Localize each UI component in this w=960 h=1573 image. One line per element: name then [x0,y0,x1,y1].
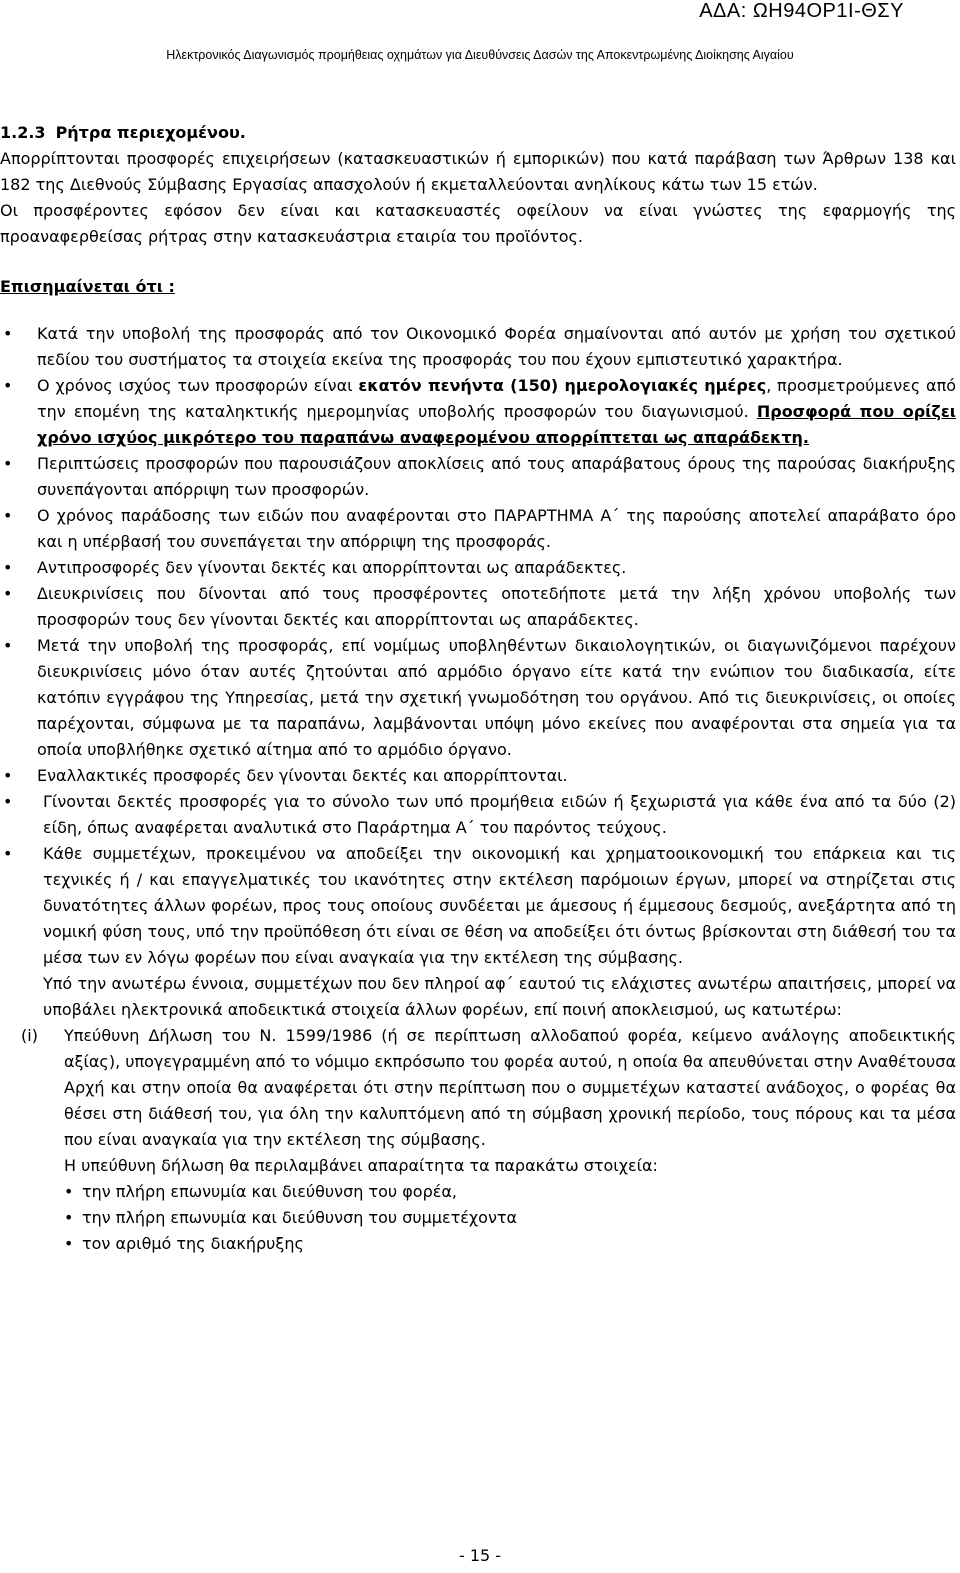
bullet-icon: • [3,506,13,525]
numbered-label: (i) [21,1026,38,1045]
section-title: Ρήτρα περιεχομένου. [55,123,246,142]
list-item: • Εναλλακτικές προσφορές δεν γίνονται δεκτές και απορρίπτονται. [0,763,956,789]
note-heading: Επισημαίνεται ότι : [0,277,175,296]
bullet-icon: • [64,1182,74,1201]
bullet-icon: • [3,844,13,863]
list-item: • Διευκρινίσεις που δίνονται από τους προσφέροντες οποτεδήποτε μετά την λήξη χρόνου υποβολής των προσφορών τους δεν γίνονται δεκτές και απορρίπτονται ως απαράδεκτες. [0,581,956,633]
list-item: • Μετά την υποβολή της προσφοράς, επί νομίμως υποβληθέντων δικαιολογητικών, οι διαγωνιζόμενοι παρέχουν διευκρινίσεις μόνο όταν αυτές ζητούνται από αρμόδιο όργανο είτε κατά την ενώπιον του διαδικασία, είτε κατόπιν εγγράφου της Υπηρεσίας, μετά την σχετική γνωμοδότηση του οργάνου. Από τις διευκρινίσεις, οι οποίες παρέχονται, σύμφωνα με τα παραπάνω, λαμβάνονται υπόψη μόνο εκείνες που αναφέρονται στα σημεία για τα οποία υποβλήθηκε σχετικό αίτημα από το αρμόδιο όργανο. [0,633,956,763]
bullet-icon: • [64,1234,74,1253]
bullet-icon: • [3,558,13,577]
section-heading [0,120,956,146]
list-item: • Περιπτώσεις προσφορών που παρουσιάζουν αποκλίσεις από τους απαράβατους όρους της παρούσας διακήρυξης συνεπάγονται απόρριψη των προσφορών. [0,451,956,503]
list-item: • Ο χρόνος ισχύος των προσφορών είναι εκατόν πενήντα (150) ημερολογιακές ημέρες, προσμετρούμενες από την επομένη της καταληκτικής ημερομηνίας υποβολής προσφορών του διαγωνισμού. Προσφορά που ορίζει χρόνο ισχύος μικρότερο του παραπάνω αναφερομένου απορρίπτεται ως απαράδεκτη. [0,373,956,451]
list-item: • Κάθε συμμετέχων, προκειμένου να αποδείξει την οικονομική και χρηματοοικονομική του επάρκεια και τις τεχνικές ή / και επαγγελματικές του ικανότητες στην εκτέλεση παρόμοιων έργων, μπορεί να στηρίζεται στις δυνατότητες άλλων φορέων, προς τους οποίους συνδέεται με άμεσους ή έμμεσους δεσμούς, ανεξάρτητα από τη νομική φύση τους, υπό την προϋπόθεση ότι είναι σε θέση να αποδείξει ότι όντως βρίσκονται στη διάθεσή του τα μέσα των εν λόγω φορέων που είναι αναγκαία για την εκτέλεση της σύμβασης. Υπό την ανωτέρω έννοια, συμμετέχων που δεν πληροί αφ΄ εαυτού τις ελάχιστες ανωτέρω απαιτήσεις, μπορεί να υποβάλει ηλεκτρονικά αποδεικτικά στοιχεία άλλων φορέων, επί ποινή αποκλεισμού, ως κατωτέρω: (i) Υπεύθυνη Δήλωση του Ν. 1599/1986 (ή σε περίπτωση αλλοδαπού φορέα, κείμενο ανάλογης αποδεικτικής αξίας), υπογεγραμμένη από το νόμιμο εκπρόσωπο του φορέα αυτού, η οποία θα απευθύνεται στην Αναθέτουσα Αρχή και στην οποία θα αναφέρεται ότι στην περίπτωση που ο συμμετέχων καταστεί ανάδοχος, ο φορέας θα θέσει στη διάθεσή του, για όλη την καλυπτόμενη από τη σύμβαση χρονική περίοδο, τους πόρους και τα μέσα που είναι αναγκαία για την εκτέλεση της σύμβασης. Η υπεύθυνη δήλωση θα περιλαμβάνει απαραίτητα τα παρακάτω στοιχεία: • την πλήρη επωνυμία και διεύθυνση του φορέα, • την πλήρη επωνυμία και διεύθυνση του συμμετέχοντα • τον αριθμό της διακήρυξης [0,841,956,1257]
bullet-icon: • [3,766,13,785]
paragraph: Οι προσφέροντες εφόσον δεν είναι και κατασκευαστές οφείλουν να είναι γνώστες της εφαρμογής της προαναφερθείσας ρήτρας στην κατασκευάστρια εταιρία του προϊόντος. [0,201,956,246]
paragraph: Η υπεύθυνη δήλωση θα περιλαμβάνει απαραίτητα τα παρακάτω στοιχεία: [64,1156,658,1175]
document-header: Ηλεκτρονικός Διαγωνισμός προμήθειας οχημάτων για Διευθύνσεις Δασών της Αποκεντρωμένης Διοίκησης Αιγαίου [166,48,794,62]
bullet-icon: • [3,454,13,473]
list-item: • Αντιπροσφορές δεν γίνονται δεκτές και απορρίπτονται ως απαράδεκτες. [0,555,956,581]
rejection-notice: Προσφορά που ορίζει χρόνο ισχύος μικρότερο του παραπάνω αναφερομένου απορρίπτεται ως απαράδεκτη. [37,402,956,447]
document-body [0,120,956,1257]
bullet-icon: • [3,792,13,811]
bullet-icon: • [3,376,13,395]
bullet-icon: • [3,584,13,603]
list-item: • Γίνονται δεκτές προσφορές για το σύνολο των υπό προμήθεια ειδών ή ξεχωριστά για κάθε ένα από τα δύο (2) είδη, όπως αναφέρεται αναλυτικά στο Παράρτημα Α΄ του παρόντος τεύχους. [0,789,956,841]
numbered-item: (i) Υπεύθυνη Δήλωση του Ν. 1599/1986 (ή σε περίπτωση αλλοδαπού φορέα, κείμενο ανάλογης αποδεικτικής αξίας), υπογεγραμμένη από το νόμιμο εκπρόσωπο του φορέα αυτού, η οποία θα απευθύνεται στην Αναθέτουσα Αρχή και στην οποία θα αναφέρεται ότι στην περίπτωση που ο συμμετέχων καταστεί ανάδοχος, ο φορέας θα θέσει στη διάθεσή του, για όλη την καλυπτόμενη από τη σύμβαση χρονική περίοδο, τους πόρους και τα μέσα που είναι αναγκαία για την εκτέλεση της σύμβασης. Η υπεύθυνη δήλωση θα περιλαμβάνει απαραίτητα τα παρακάτω στοιχεία: • την πλήρη επωνυμία και διεύθυνση του φορέα, • την πλήρη επωνυμία και διεύθυνση του συμμετέχοντα • τον αριθμό της διακήρυξης [0,1023,956,1257]
page-number: - 15 - [458,1546,502,1565]
bullet-icon: • [3,324,13,343]
bullet-icon: • [64,1208,74,1227]
sub-list-item: • τον αριθμό της διακήρυξης [64,1231,956,1257]
paragraph: Απορρίπτονται προσφορές επιχειρήσεων (κατασκευαστικών ή εμπορικών) που κατά παράβαση των Άρθρων 138 και 182 της Διεθνούς Σύμβασης Εργασίας απασχολούν ή εκμεταλλεύονται ανηλίκους κάτω των 15 ετών. [0,149,956,194]
bullet-icon: • [3,636,13,655]
sub-list [64,1179,956,1257]
list-item: • Ο χρόνος παράδοσης των ειδών που αναφέρονται στο ΠΑΡΑΡΤΗΜΑ Α΄ της παρούσης αποτελεί απαράβατο όρο και η υπέρβασή του συνεπάγεται την απόρριψη της προσφοράς. [0,503,956,555]
sub-list-item: • την πλήρη επωνυμία και διεύθυνση του συμμετέχοντα [64,1205,956,1231]
ada-code: ΑΔΑ: ΩΗ94ΟΡ1Ι-ΘΣΥ [699,0,904,22]
list-item: • Κατά την υποβολή της προσφοράς από τον Οικονομικό Φορέα σημαίνονται από αυτόν με χρήση του σχετικού πεδίου του συστήματος τα στοιχεία εκείνα της προσφοράς του που έχουν εμπιστευτικό χαρακτήρα. [0,321,956,373]
sub-list-item: • την πλήρη επωνυμία και διεύθυνση του φορέα, [64,1179,956,1205]
paragraph: Υπό την ανωτέρω έννοια, συμμετέχων που δεν πληροί αφ΄ εαυτού τις ελάχιστες ανωτέρω απαιτήσεις, μπορεί να υποβάλει ηλεκτρονικά αποδεικτικά στοιχεία άλλων φορέων, επί ποινή αποκλεισμού, ως κατωτέρω: [43,974,956,1019]
section-number: 1.2.3 [0,123,46,142]
bullet-list [0,321,956,1257]
